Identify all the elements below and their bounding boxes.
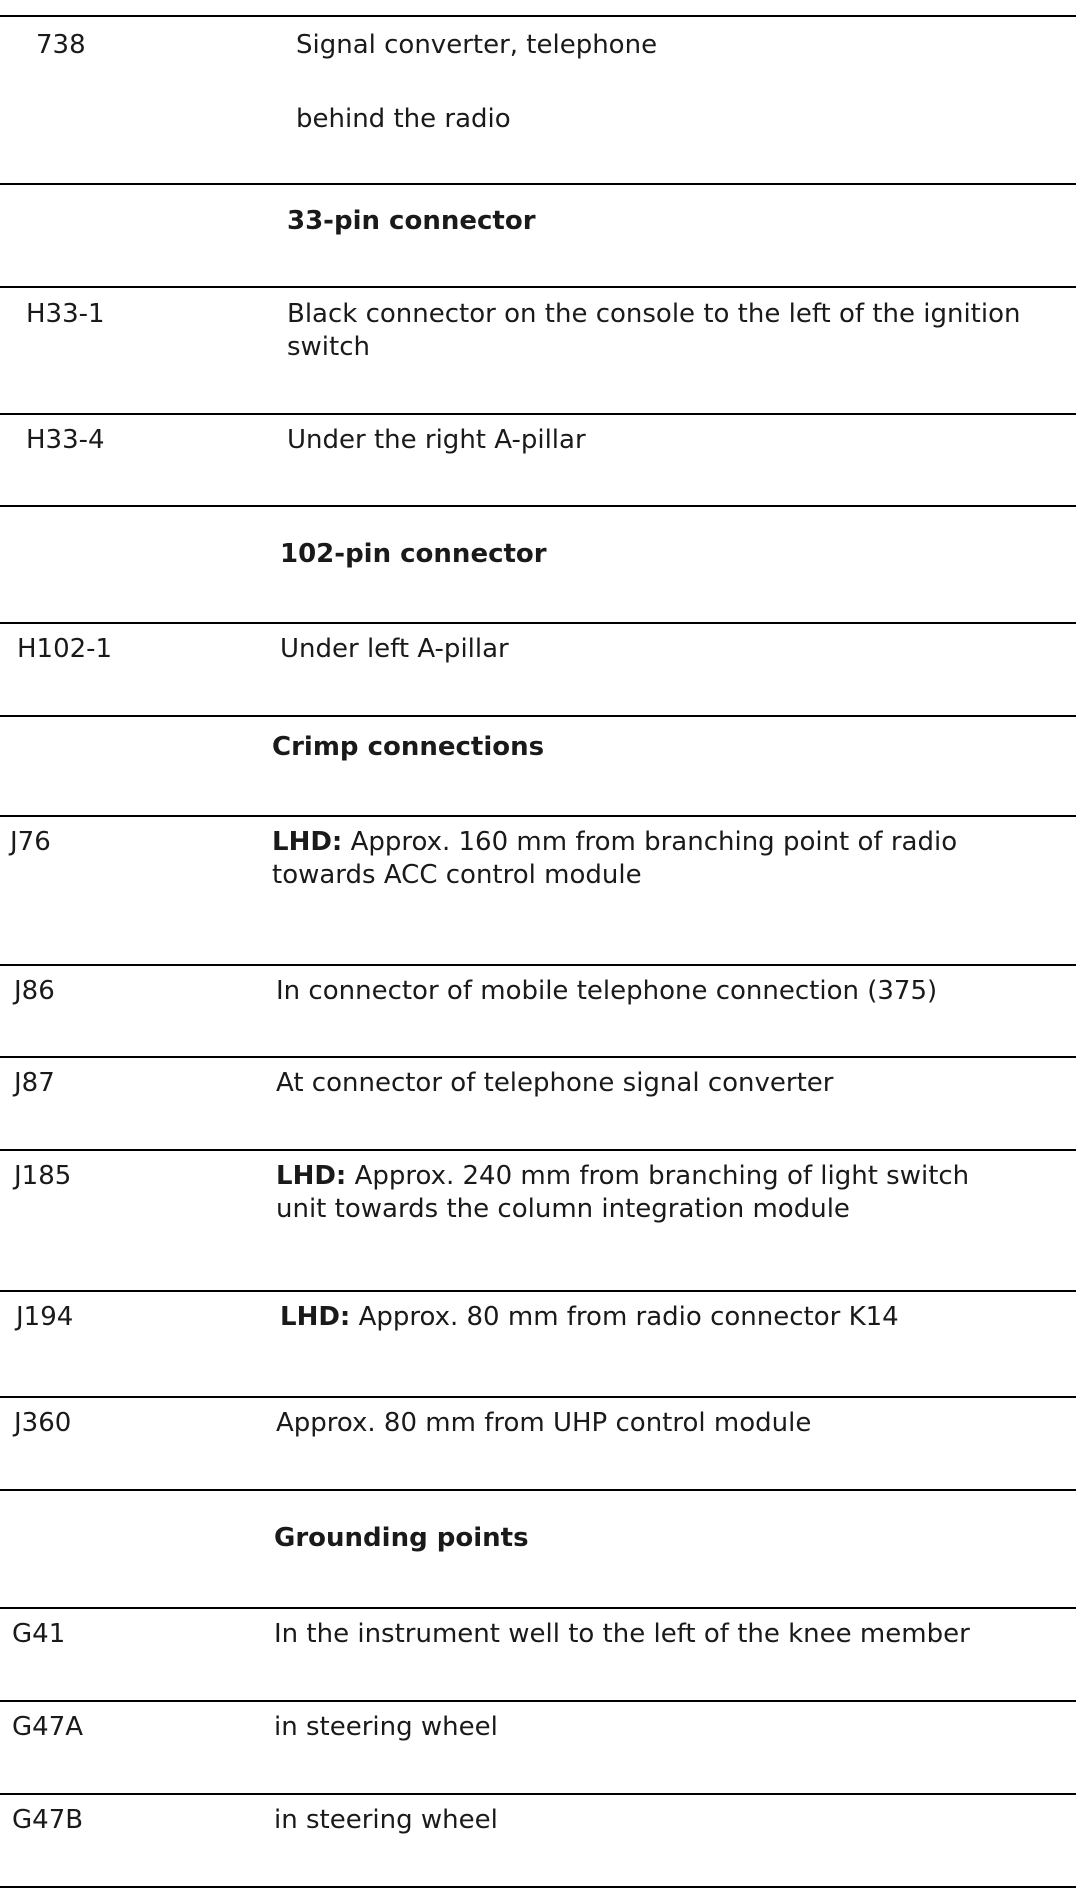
lhd-label: LHD: (280, 1302, 351, 1332)
row-divider (0, 1396, 1076, 1398)
row-note: behind the radio (296, 104, 511, 134)
row-description-text: Approx. 240 mm from branching of light switch (346, 1161, 970, 1191)
row-description-text: Approx. 80 mm from radio connector K14 (350, 1302, 899, 1332)
row-divider (0, 413, 1076, 415)
row-divider (0, 183, 1076, 185)
row-description: switch (287, 332, 371, 362)
row-divider (0, 622, 1076, 624)
row-description: Black connector on the console to the left of the ignition (287, 299, 1021, 329)
row-code: G41 (12, 1619, 66, 1649)
row-description: in steering wheel (274, 1805, 498, 1835)
row-description: Under the right A-pillar (287, 425, 586, 455)
row-code: G47A (12, 1712, 84, 1742)
row-divider (0, 1607, 1076, 1609)
row-code: J87 (14, 1068, 55, 1098)
row-divider (0, 964, 1076, 966)
row-divider (0, 815, 1076, 817)
row-divider (0, 505, 1076, 507)
row-description: in steering wheel (274, 1712, 498, 1742)
row-description: Under left A-pillar (280, 634, 509, 664)
row-code: 738 (36, 30, 86, 60)
row-description (280, 1300, 899, 1334)
row-code: H33-4 (26, 425, 105, 455)
row-code: J360 (14, 1408, 72, 1438)
lhd-label: LHD: (272, 827, 343, 857)
row-divider (0, 1056, 1076, 1058)
section-heading: 102-pin connector (280, 539, 547, 569)
row-divider (0, 1700, 1076, 1702)
row-code: J194 (16, 1302, 74, 1332)
lhd-label: LHD: (276, 1161, 347, 1191)
row-divider (0, 715, 1076, 717)
row-divider (0, 1793, 1076, 1795)
row-description (272, 825, 957, 859)
row-description: Signal converter, telephone (296, 30, 658, 60)
row-code: H102-1 (17, 634, 113, 664)
row-description (276, 1159, 969, 1193)
section-heading: Grounding points (274, 1523, 529, 1553)
row-code: J76 (10, 827, 51, 857)
section-heading: Crimp connections (272, 732, 545, 762)
row-description: In the instrument well to the left of the knee member (274, 1619, 970, 1649)
section-heading: 33-pin connector (287, 206, 536, 236)
row-description: Approx. 80 mm from UHP control module (276, 1408, 812, 1438)
row-divider (0, 15, 1076, 17)
row-description: In connector of mobile telephone connection (375) (276, 976, 938, 1006)
row-code: G47B (12, 1805, 84, 1835)
row-code: J185 (14, 1161, 72, 1191)
row-description-text: Approx. 160 mm from branching point of radio (342, 827, 958, 857)
row-description: unit towards the column integration module (276, 1194, 850, 1224)
row-divider (0, 1886, 1076, 1888)
row-description: towards ACC control module (272, 860, 642, 890)
row-code: J86 (14, 976, 55, 1006)
row-divider (0, 1149, 1076, 1151)
row-divider (0, 1290, 1076, 1292)
row-divider (0, 1489, 1076, 1491)
row-divider (0, 286, 1076, 288)
row-code: H33-1 (26, 299, 105, 329)
row-description: At connector of telephone signal converter (276, 1068, 834, 1098)
